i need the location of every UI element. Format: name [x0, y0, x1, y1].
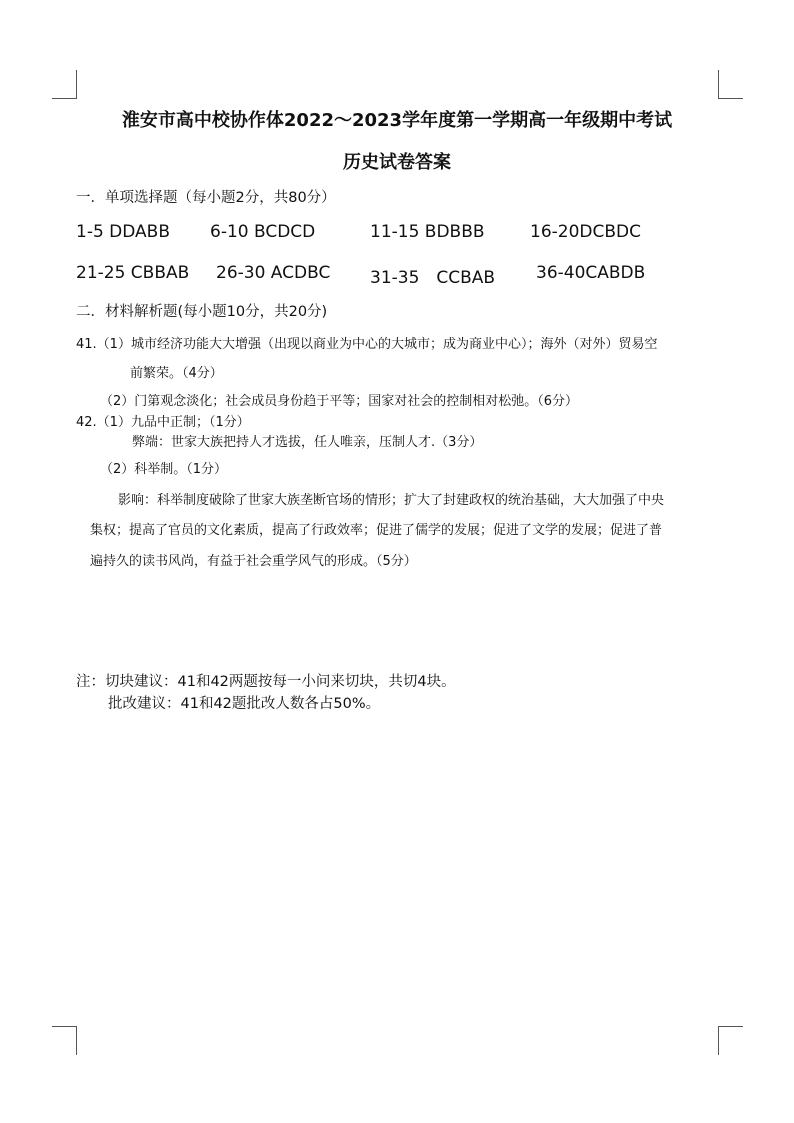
crop-mark-bottom-right	[718, 1026, 743, 1055]
section-2-heading: 二．材料解析题(每小题10分，共20分)	[76, 304, 328, 320]
q42-part1: 42.（1）九品中正制；（1分）	[76, 415, 250, 430]
answer-group: 31-35 CCBAB	[370, 268, 496, 288]
q41-part2: （2）门第观念淡化；社会成员身份趋于平等；国家对社会的控制相对松弛。（6分）	[100, 394, 579, 409]
answer-group: 11-15 BDBBB	[370, 222, 485, 242]
crop-mark-bottom-left	[52, 1026, 77, 1055]
page-title: 淮安市高中校协作体2022～2023学年度第一学期高一年级期中考试	[121, 110, 673, 131]
note-line-1: 注：切块建议：41和42两题按每一小问来切块，共切4块。	[76, 674, 456, 690]
answer-group: 21-25 CBBAB	[76, 263, 190, 283]
crop-mark-top-right	[718, 70, 743, 99]
q41-part1-line1: 41.（1）城市经济功能大大增强（出现以商业为中心的大城市；成为商业中心）；海外（对外）贸易空	[76, 337, 658, 352]
note-line-2: 批改建议：41和42题批改人数各占50%。	[108, 696, 381, 712]
q41-part1-line2: 前繁荣。（4分）	[130, 366, 223, 381]
answer-group: 36-40CABDB	[536, 263, 646, 283]
q42-part2-line2: 集权；提高了官员的文化素质，提高了行政效率；促进了儒学的发展；促进了文学的发展；促进了普	[90, 523, 663, 538]
q42-part2: （2）科举制。（1分）	[100, 462, 228, 477]
answer-group: 26-30 ACDBC	[216, 263, 331, 283]
q42-part1-detail: 弊端：世家大族把持人才选拔，任人唯亲，压制人才.（3分）	[132, 435, 483, 450]
section-1-heading: 一．单项选择题（每小题2分，共80分）	[76, 190, 336, 206]
page-subtitle: 历史试卷答案	[343, 152, 451, 173]
answer-group: 1-5 DDABB	[76, 222, 171, 242]
q42-part2-line3: 遍持久的读书风尚，有益于社会重学风气的形成。（5分）	[90, 554, 417, 569]
q42-part2-line1: 影响：科举制度破除了世家大族垄断官场的情形；扩大了封建政权的统治基础，大大加强了中央	[118, 493, 665, 508]
answer-group: 6-10 BCDCD	[210, 222, 316, 242]
crop-mark-top-left	[52, 70, 77, 99]
answer-group: 16-20DCBDC	[530, 222, 641, 242]
